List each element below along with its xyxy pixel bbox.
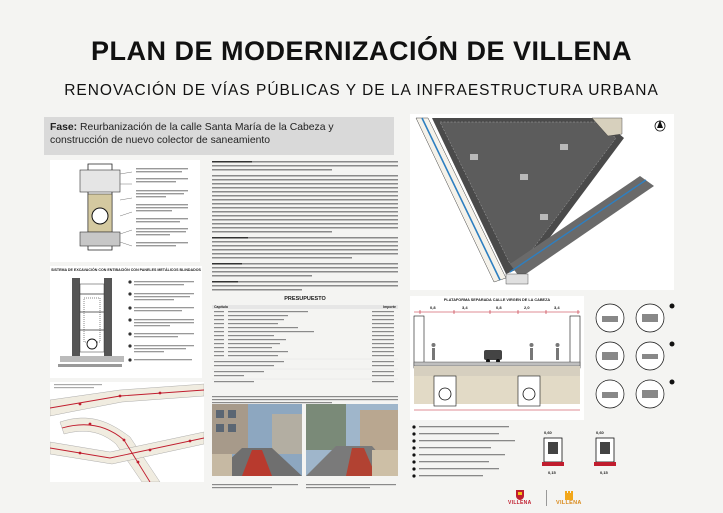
platform-title: PLATAFORMA SEPARADA CALLE VIRGEN DE LA CABEZA [443,298,551,302]
shoring-drawing [50,272,202,376]
dim-d2: 3,4 [462,305,468,310]
budget-panel [212,296,398,388]
site-plan-panel [410,114,674,290]
dim-h2: 0,15 [600,470,608,475]
legend-drawing [410,424,538,486]
street-plan-panel [50,382,204,482]
dim-d5: 3,4 [554,305,560,310]
detail-circles-panel [590,296,686,420]
budget-title: PRESUPUESTO [284,296,326,302]
gully-detail-2 [590,436,626,480]
street-photo-after [306,404,398,476]
logo-right-text: VILLENA [556,500,582,506]
dim-d3: 0,8 [496,305,502,310]
logo-left [506,490,542,508]
description-text [212,160,398,294]
dim-w2: 0,60 [596,430,604,435]
phase-description: Reurbanización de la calle Santa María de la Cabeza y construcción de nuevo colector de saneamiento [50,122,334,146]
trench-detail-panel [50,160,200,262]
dim-w1: 0,60 [544,430,552,435]
gully-detail-1 [538,436,574,480]
logo-right [552,490,592,508]
detail-circles-drawing [590,296,686,420]
description-paragraphs [212,160,398,294]
small-detail-1 [538,430,574,480]
street-photo-before [212,404,302,476]
budget-col-amount: Importe [383,305,396,309]
photo-after [306,404,398,476]
dim-h1: 0,15 [548,470,556,475]
legend-panel [410,424,538,486]
shoring-title: SISTEMA DE EXCAVACIÓN CON ENTIBACIÓN CON PANELES METÁLICOS BLINDADOS [51,268,201,272]
budget-col-label: Capítulo [214,305,228,309]
logo-divider [546,490,547,506]
street-plan-drawing [50,382,204,482]
castle-icon [564,490,574,500]
dim-d4: 2,0 [524,305,530,310]
page-subtitle: RENOVACIÓN DE VÍAS PÚBLICAS Y DE LA INFRAESTRUCTURA URBANA [64,82,659,99]
coat-of-arms-icon [516,490,524,500]
cross-section-panel [410,296,584,420]
small-detail-2 [590,430,626,480]
dim-d1: 0,8 [430,305,436,310]
page-title: PLAN DE MODERNIZACIÓN DE VILLENA [90,36,632,66]
logo-left-text: VILLENA [508,500,532,506]
photo-before [212,404,302,476]
trench-section-drawing [50,160,200,262]
budget-table-rows [212,309,398,387]
photo-captions-bottom [212,478,398,486]
photo-caption-top [212,392,398,402]
site-plan-drawing [410,114,674,290]
phase-text [50,121,390,147]
phase-label: Fase: [50,122,78,133]
shoring-panel [50,266,202,378]
photo-caption-bottom-lines [212,483,398,491]
cross-section-drawing [410,310,584,420]
